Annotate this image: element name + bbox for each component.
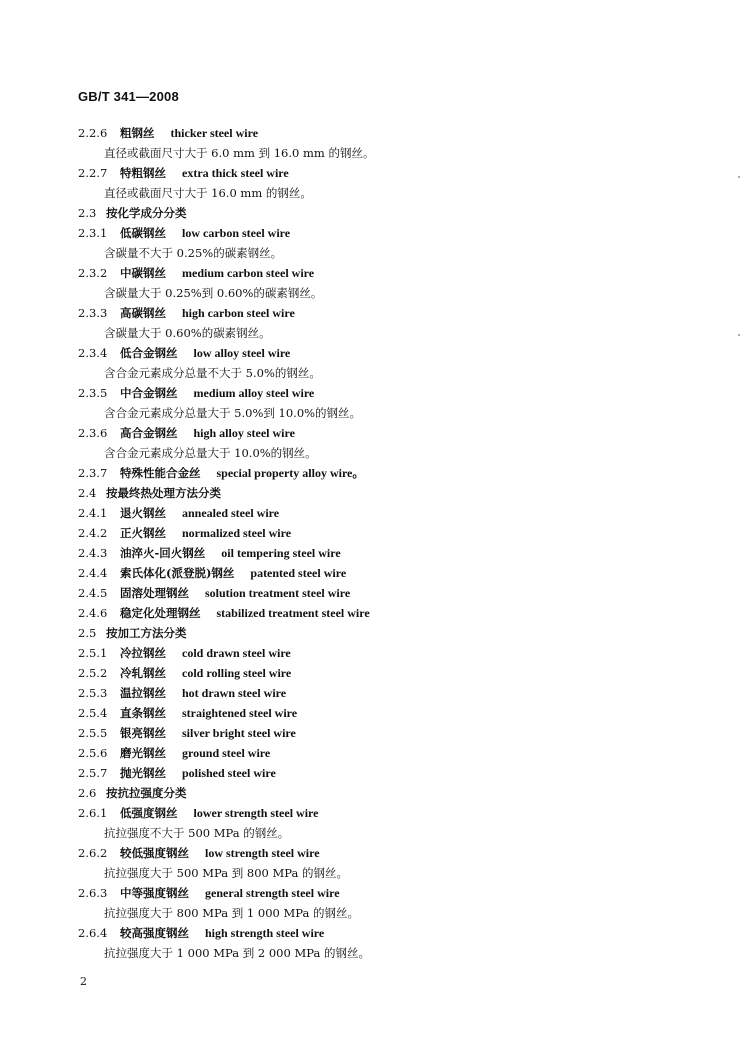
term-entry xyxy=(78,123,718,143)
term-chinese: 磨光钢丝 xyxy=(120,746,166,760)
term-english: hot drawn steel wire xyxy=(182,686,287,700)
term-english: low carbon steel wire xyxy=(182,226,291,240)
term-entry xyxy=(78,303,718,323)
term-chinese: 中等强度钢丝 xyxy=(120,886,189,900)
definition-text: 直径或截面尺寸大于 16.0 mm 的钢丝。 xyxy=(104,186,312,200)
term-chinese: 低合金钢丝 xyxy=(120,346,178,360)
term-english: stabilized treatment steel wire xyxy=(216,606,370,620)
term-chinese: 油淬火-回火钢丝 xyxy=(120,546,206,560)
definition-text: 含合金元素成分总量大于 5.0%到 10.0%的钢丝。 xyxy=(104,406,362,420)
clause-number: 2.5.4 xyxy=(78,706,108,720)
definition-text: 抗拉强度大于 1 000 MPa 到 2 000 MPa 的钢丝。 xyxy=(104,946,370,960)
clause-number: 2.4.2 xyxy=(78,526,108,540)
term-english: patented steel wire xyxy=(250,566,347,580)
definition-text: 直径或截面尺寸大于 6.0 mm 到 16.0 mm 的钢丝。 xyxy=(104,146,375,160)
term-english: straightened steel wire xyxy=(182,706,298,720)
term-english: cold drawn steel wire xyxy=(182,646,291,660)
term-english: low strength steel wire xyxy=(205,846,320,860)
term-entry xyxy=(78,663,718,683)
term-chinese: 退火钢丝 xyxy=(120,506,166,520)
clause-number: 2.3.2 xyxy=(78,266,108,280)
term-entry xyxy=(78,703,718,723)
term-entry xyxy=(78,683,718,703)
clause-number: 2.6 xyxy=(78,786,97,800)
clause-number: 2.2.7 xyxy=(78,166,108,180)
clause-number: 2.4.1 xyxy=(78,506,108,520)
heading-title: 按抗拉强度分类 xyxy=(106,786,187,800)
term-entry xyxy=(78,883,718,903)
term-english: cold rolling steel wire xyxy=(182,666,292,680)
term-chinese: 直条钢丝 xyxy=(120,706,166,720)
clause-number: 2.3.4 xyxy=(78,346,108,360)
term-chinese: 低碳钢丝 xyxy=(120,226,166,240)
clause-number: 2.3.6 xyxy=(78,426,108,440)
clause-number: 2.6.1 xyxy=(78,806,108,820)
section-heading xyxy=(78,623,718,643)
definition-text: 含合金元素成分总量不大于 5.0%的钢丝。 xyxy=(104,366,321,380)
term-english: high strength steel wire xyxy=(205,926,325,940)
term-entry xyxy=(78,843,718,863)
term-entry xyxy=(78,763,718,783)
term-entry xyxy=(78,543,718,563)
term-english: lower strength steel wire xyxy=(193,806,319,820)
term-chinese: 高合金钢丝 xyxy=(120,426,178,440)
scan-speck xyxy=(738,334,740,336)
term-chinese: 稳定化处理钢丝 xyxy=(120,606,201,620)
definition-text: 抗拉强度大于 500 MPa 到 800 MPa 的钢丝。 xyxy=(104,866,349,880)
term-entry xyxy=(78,503,718,523)
term-chinese: 固溶处理钢丝 xyxy=(120,586,189,600)
term-chinese: 特粗钢丝 xyxy=(120,166,166,180)
clause-number: 2.3.3 xyxy=(78,306,108,320)
definition-text: 抗拉强度不大于 500 MPa 的钢丝。 xyxy=(104,826,290,840)
term-entry xyxy=(78,463,718,483)
term-chinese: 较低强度钢丝 xyxy=(120,846,189,860)
term-entry xyxy=(78,343,718,363)
clause-number: 2.3.7 xyxy=(78,466,108,480)
term-entry xyxy=(78,723,718,743)
clause-number: 2.4 xyxy=(78,486,97,500)
clause-number: 2.4.6 xyxy=(78,606,108,620)
clause-number: 2.6.4 xyxy=(78,926,108,940)
section-heading xyxy=(78,483,718,503)
term-chinese: 冷轧钢丝 xyxy=(120,666,166,680)
definition-text: 抗拉强度大于 800 MPa 到 1 000 MPa 的钢丝。 xyxy=(104,906,360,920)
term-chinese: 较高强度钢丝 xyxy=(120,926,189,940)
clause-number: 2.4.3 xyxy=(78,546,108,560)
term-english: high carbon steel wire xyxy=(182,306,295,320)
clause-number: 2.5 xyxy=(78,626,97,640)
clause-number: 2.4.5 xyxy=(78,586,108,600)
term-english: solution treatment steel wire xyxy=(205,586,351,600)
term-entry xyxy=(78,223,718,243)
term-chinese: 抛光钢丝 xyxy=(120,766,166,780)
definition-text: 含合金元素成分总量大于 10.0%的钢丝。 xyxy=(104,446,317,460)
term-english: normalized steel wire xyxy=(182,526,292,540)
term-entry xyxy=(78,563,718,583)
term-entry xyxy=(78,923,718,943)
definition-text: 含碳量大于 0.60%的碳素钢丝。 xyxy=(104,326,271,340)
terms-list xyxy=(78,123,718,963)
page-number: 2 xyxy=(80,975,87,988)
clause-number: 2.2.6 xyxy=(78,126,108,140)
term-entry xyxy=(78,523,718,543)
term-chinese: 高碳钢丝 xyxy=(120,306,166,320)
term-english: medium alloy steel wire xyxy=(193,386,315,400)
term-chinese: 特殊性能合金丝 xyxy=(120,466,201,480)
term-english: thicker steel wire xyxy=(170,126,259,140)
term-entry xyxy=(78,743,718,763)
term-chinese: 粗钢丝 xyxy=(120,126,155,140)
definition-text: 含碳量大于 0.25%到 0.60%的碳素钢丝。 xyxy=(104,286,323,300)
clause-number: 2.3.5 xyxy=(78,386,108,400)
term-entry xyxy=(78,643,718,663)
term-english: polished steel wire xyxy=(182,766,276,780)
clause-number: 2.6.3 xyxy=(78,886,108,900)
clause-number: 2.5.1 xyxy=(78,646,108,660)
heading-title: 按最终热处理方法分类 xyxy=(106,486,221,500)
term-chinese: 温拉钢丝 xyxy=(120,686,166,700)
term-english: high alloy steel wire xyxy=(193,426,295,440)
term-entry xyxy=(78,583,718,603)
clause-number: 2.3.1 xyxy=(78,226,108,240)
section-heading xyxy=(78,203,718,223)
term-entry xyxy=(78,163,718,183)
section-heading xyxy=(78,783,718,803)
heading-title: 按加工方法分类 xyxy=(106,626,187,640)
term-english: special property alloy wire。 xyxy=(216,466,365,480)
clause-number: 2.5.2 xyxy=(78,666,108,680)
standard-code: GB/T 341—2008 xyxy=(78,89,179,104)
clause-number: 2.5.3 xyxy=(78,686,108,700)
clause-number: 2.5.6 xyxy=(78,746,108,760)
term-english: medium carbon steel wire xyxy=(182,266,315,280)
term-chinese: 正火钢丝 xyxy=(120,526,166,540)
term-english: silver bright steel wire xyxy=(182,726,296,740)
term-english: extra thick steel wire xyxy=(182,166,289,180)
term-english: ground steel wire xyxy=(182,746,271,760)
term-entry xyxy=(78,803,718,823)
term-entry xyxy=(78,263,718,283)
term-chinese: 低强度钢丝 xyxy=(120,806,178,820)
term-english: oil tempering steel wire xyxy=(221,546,341,560)
clause-number: 2.4.4 xyxy=(78,566,108,580)
term-chinese: 中碳钢丝 xyxy=(120,266,166,280)
term-chinese: 银亮钢丝 xyxy=(120,726,166,740)
definition-text: 含碳量不大于 0.25%的碳素钢丝。 xyxy=(104,246,283,260)
term-chinese: 索氏体化(派登脱)钢丝 xyxy=(120,566,235,580)
term-entry xyxy=(78,383,718,403)
term-entry xyxy=(78,603,718,623)
term-entry xyxy=(78,423,718,443)
heading-title: 按化学成分分类 xyxy=(106,206,187,220)
term-chinese: 中合金钢丝 xyxy=(120,386,178,400)
clause-number: 2.6.2 xyxy=(78,846,108,860)
clause-number: 2.5.5 xyxy=(78,726,108,740)
term-english: low alloy steel wire xyxy=(193,346,291,360)
clause-number: 2.3 xyxy=(78,206,97,220)
term-chinese: 冷拉钢丝 xyxy=(120,646,166,660)
scan-speck xyxy=(738,176,740,178)
term-english: general strength steel wire xyxy=(205,886,340,900)
clause-number: 2.5.7 xyxy=(78,766,108,780)
term-english: annealed steel wire xyxy=(182,506,280,520)
